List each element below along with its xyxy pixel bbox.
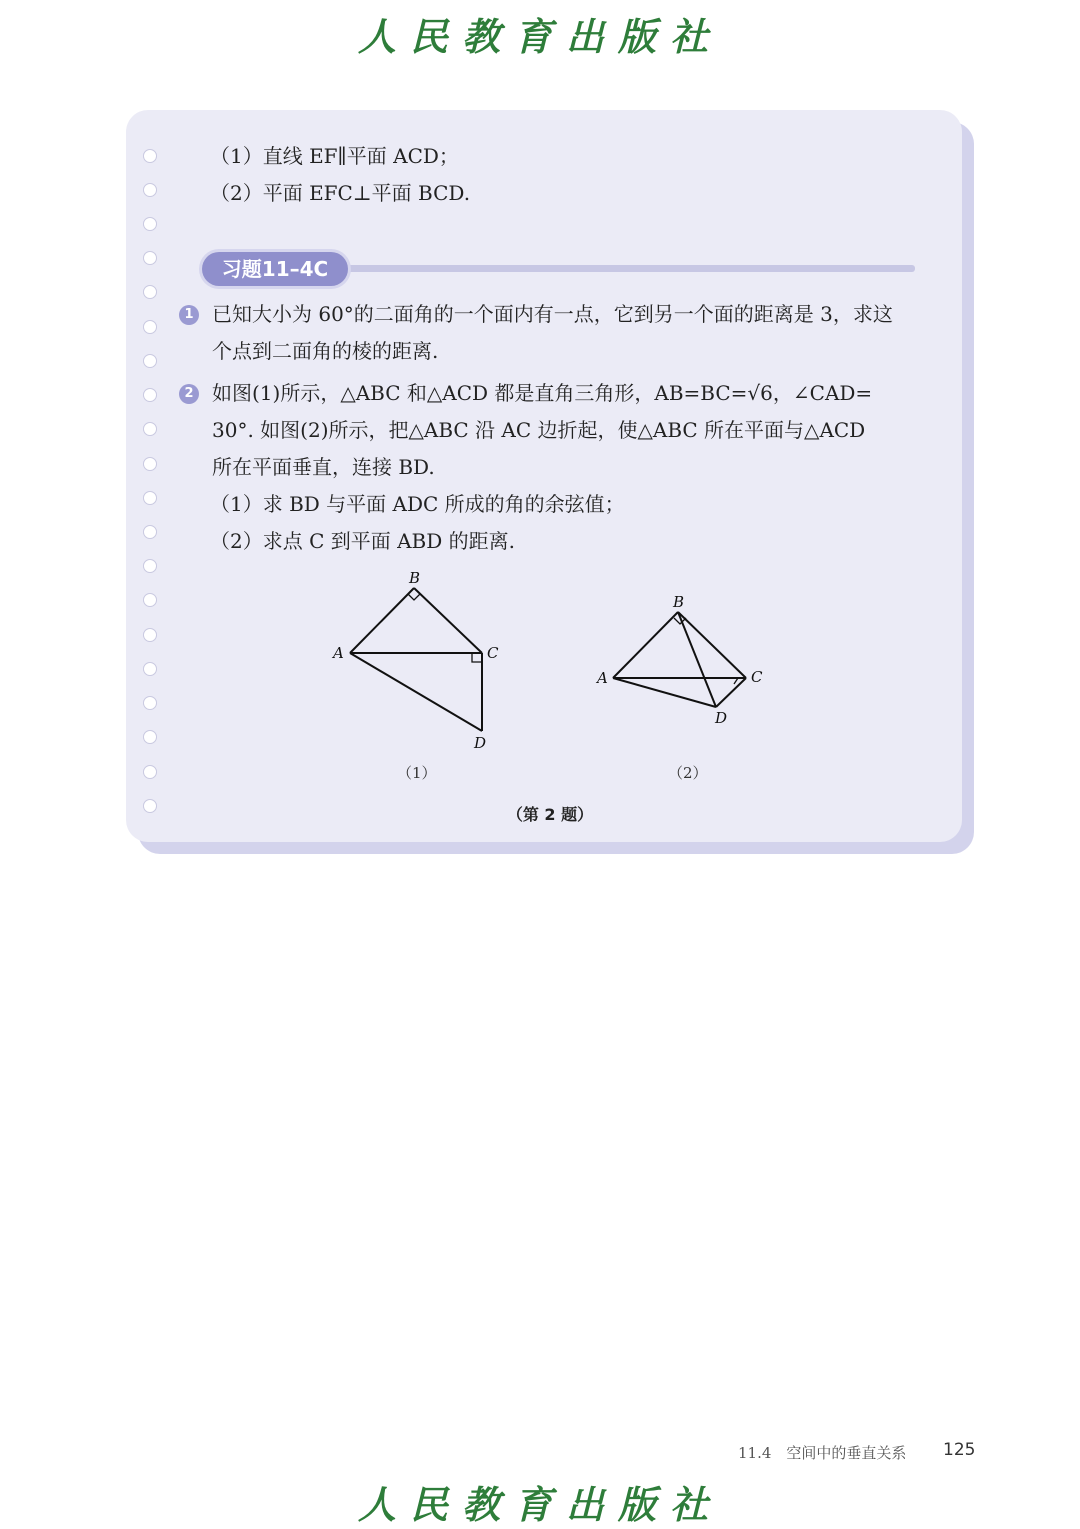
figure-1-caption: （1） xyxy=(397,764,437,782)
segment-AB xyxy=(613,612,678,678)
fig1-label-A: A xyxy=(333,644,344,662)
fig1-label-D: D xyxy=(474,734,487,752)
binder-ring xyxy=(143,628,157,642)
problem2-subquestion-2: （2）求点 C 到平面 ABD 的距离. xyxy=(210,529,515,553)
binder-ring xyxy=(143,320,157,334)
problem-number-badge: 2 xyxy=(179,384,199,404)
segment-AD xyxy=(613,678,716,707)
segment-AB xyxy=(350,588,414,653)
binder-ring xyxy=(143,730,157,744)
fig2-label-C: C xyxy=(751,668,763,686)
binder-ring xyxy=(143,662,157,676)
problem2-line: 所在平面垂直，连接 BD. xyxy=(212,455,435,479)
fig2-label-B: B xyxy=(673,593,685,611)
figure-1-diagram xyxy=(350,588,482,731)
binder-ring xyxy=(143,354,157,368)
binder-ring xyxy=(143,422,157,436)
segment-BC xyxy=(678,612,746,678)
segment-BC xyxy=(414,588,482,653)
binder-ring xyxy=(143,559,157,573)
binder-ring xyxy=(143,491,157,505)
publisher-logo-bottom: 人民教育出版社 xyxy=(357,1482,722,1527)
publisher-logo-top: 人民教育出版社 xyxy=(357,14,722,59)
segment-DC xyxy=(716,678,746,707)
fig1-label-C: C xyxy=(487,644,499,662)
geometry-figures xyxy=(300,560,800,760)
binder-ring xyxy=(143,251,157,265)
segment-BD xyxy=(678,612,716,707)
prev-item-1: （1）直线 EF∥平面 ACD； xyxy=(210,144,459,168)
fig2-label-D: D xyxy=(715,709,728,727)
footer-section-title: 11.4 空间中的垂直关系 xyxy=(738,1444,907,1462)
prev-item-2: （2）平面 EFC⊥平面 BCD. xyxy=(210,181,471,205)
page-number: 125 xyxy=(943,1440,976,1460)
segment-AD xyxy=(350,653,482,731)
binder-ring xyxy=(143,593,157,607)
binder-ring xyxy=(143,696,157,710)
section-title: 习题11–4C xyxy=(202,252,348,286)
figure-2-diagram xyxy=(613,612,746,707)
right-angle-mark-B xyxy=(408,594,420,600)
right-angle-mark-C xyxy=(472,653,482,662)
binder-ring xyxy=(143,388,157,402)
fig1-label-B: B xyxy=(409,569,421,587)
problem2-subquestion-1: （1）求 BD 与平面 ADC 所成的角的余弦值； xyxy=(210,492,625,516)
binder-ring xyxy=(143,217,157,231)
binder-ring xyxy=(143,149,157,163)
binder-ring xyxy=(143,457,157,471)
figure-2-caption: （2） xyxy=(668,764,708,782)
binder-ring xyxy=(143,183,157,197)
problem2-line: 如图(1)所示，△ABC 和△ACD 都是直角三角形，AB=BC=√6，∠CAD= xyxy=(212,381,873,405)
problem-number-badge: 1 xyxy=(179,305,199,325)
figure-caption: （第 2 题） xyxy=(506,805,594,824)
binder-ring xyxy=(143,765,157,779)
section-divider xyxy=(330,265,915,272)
problem1-line: 已知大小为 60°的二面角的一个面内有一点，它到另一个面的距离是 3，求这 xyxy=(212,302,893,326)
fig2-label-A: A xyxy=(597,669,608,687)
binder-ring xyxy=(143,525,157,539)
binder-ring xyxy=(143,285,157,299)
problem2-line: 30°. 如图(2)所示，把△ABC 沿 AC 边折起，使△ABC 所在平面与△ACD xyxy=(212,418,866,442)
problem1-line: 个点到二面角的棱的距离. xyxy=(212,339,439,363)
